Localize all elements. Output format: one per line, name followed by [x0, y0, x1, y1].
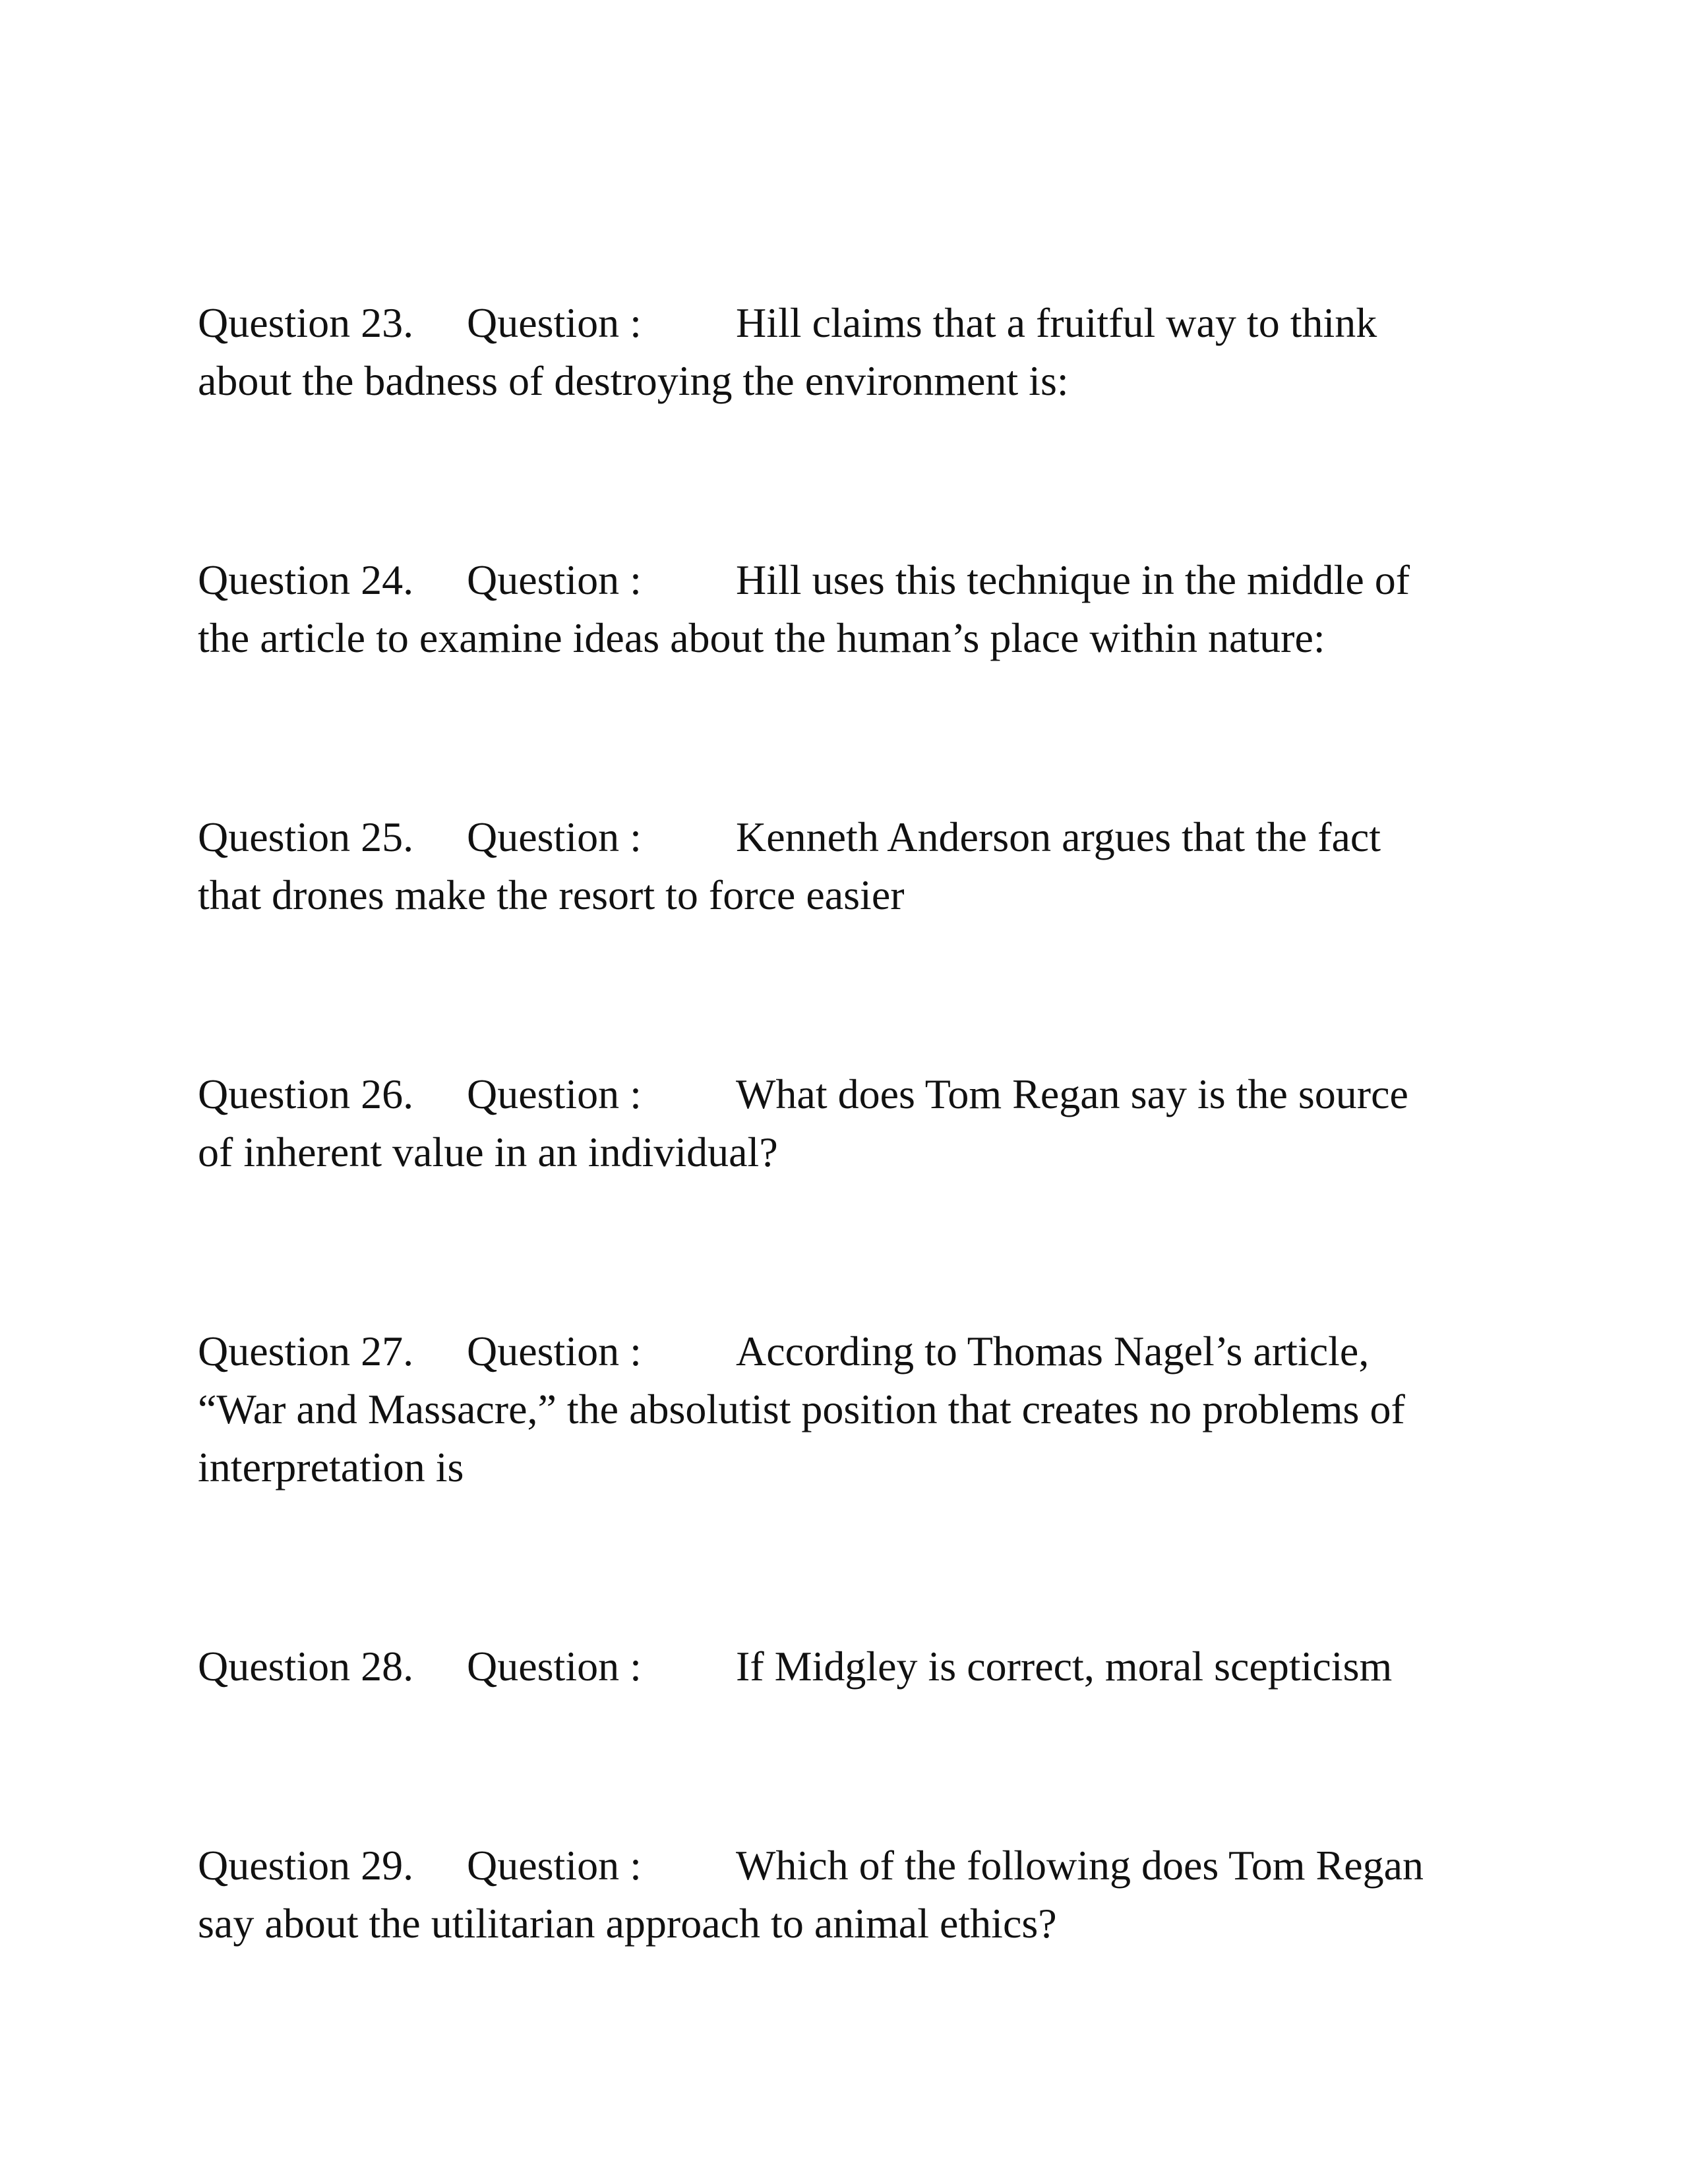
question-block-26 — [198, 1065, 1490, 1181]
question-number: Question 25. — [198, 813, 414, 860]
question-text-continued: say about the utilitarian approach to animal ethics? — [198, 1900, 1057, 1947]
question-number: Question 28. — [198, 1643, 414, 1690]
question-text: Hill uses this technique in the middle of — [736, 556, 1410, 603]
question-text-continued: the article to examine ideas about the human’s place within nature: — [198, 614, 1325, 661]
question-first-line — [198, 1322, 1490, 1380]
question-text-continued: that drones make the resort to force easier — [198, 871, 905, 918]
question-first-line — [198, 1065, 1490, 1123]
question-text: Kenneth Anderson argues that the fact — [736, 813, 1381, 860]
question-text-continued: about the badness of destroying the environment is: — [198, 357, 1069, 404]
question-text-continued: of inherent value in an individual? — [198, 1129, 778, 1175]
question-block-23 — [198, 294, 1490, 410]
question-text: If Midgley is correct, moral scepticism — [736, 1643, 1393, 1690]
question-first-line — [198, 1638, 1490, 1696]
question-text: Hill claims that a fruitful way to think — [736, 299, 1377, 346]
question-label: Question : — [467, 1328, 642, 1374]
question-text-continued: “War and Massacre,” the absolutist position that creates no problems of — [198, 1386, 1405, 1432]
question-block-27 — [198, 1322, 1490, 1496]
question-text: According to Thomas Nagel’s article, — [736, 1328, 1370, 1374]
question-first-line — [198, 551, 1490, 609]
question-text: Which of the following does Tom Regan — [736, 1842, 1424, 1889]
question-number: Question 29. — [198, 1842, 414, 1889]
question-number: Question 24. — [198, 556, 414, 603]
question-number: Question 27. — [198, 1328, 414, 1374]
question-number: Question 23. — [198, 299, 414, 346]
question-label: Question : — [467, 813, 642, 860]
question-label: Question : — [467, 1643, 642, 1690]
question-block-29 — [198, 1837, 1490, 1953]
question-text: What does Tom Regan say is the source — [736, 1071, 1408, 1117]
question-block-25 — [198, 808, 1490, 924]
question-label: Question : — [467, 1071, 642, 1117]
question-first-line — [198, 294, 1490, 352]
question-first-line — [198, 1837, 1490, 1895]
question-label: Question : — [467, 556, 642, 603]
question-text-continued: interpretation is — [198, 1444, 464, 1490]
question-first-line — [198, 808, 1490, 866]
question-block-24 — [198, 551, 1490, 667]
question-number: Question 26. — [198, 1071, 414, 1117]
question-label: Question : — [467, 1842, 642, 1889]
question-label: Question : — [467, 299, 642, 346]
question-block-28 — [198, 1638, 1490, 1696]
